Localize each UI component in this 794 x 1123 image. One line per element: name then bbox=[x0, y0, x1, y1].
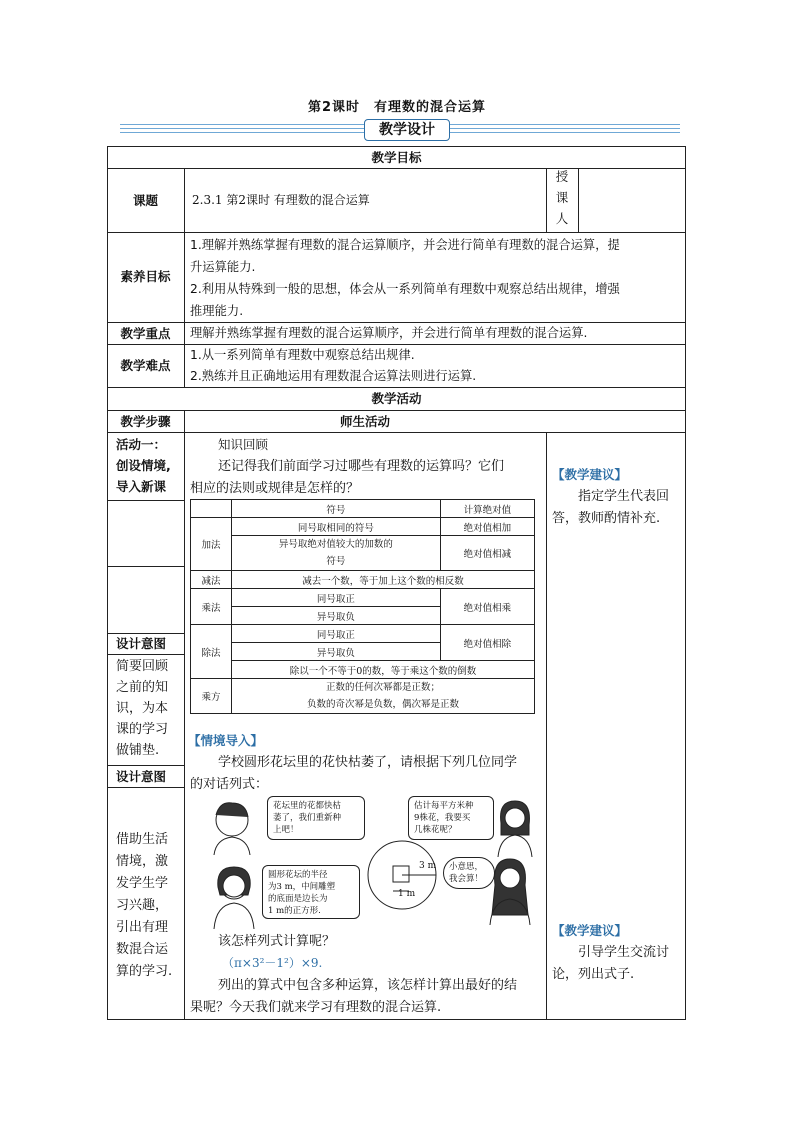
suggestion-text-1 bbox=[552, 486, 669, 530]
closing-line: 列出的算式中包含多种运算，该怎样计算出最好的结 bbox=[218, 978, 518, 993]
bubble-line: 1 m的正方形. bbox=[268, 906, 321, 916]
closing-text bbox=[190, 975, 517, 1019]
cell-line: 正数的任何次幂都是正数； bbox=[325, 682, 440, 693]
cell: 绝对值相减 bbox=[440, 536, 534, 571]
bubble-line: 的底面是边长为 bbox=[268, 894, 328, 904]
activity-header: 师生活动 bbox=[339, 414, 390, 429]
teacher-label: 人 bbox=[555, 211, 569, 226]
question-ask: 该怎样列式计算呢？ bbox=[218, 934, 336, 949]
bubble-line: 萎了，我们重新种 bbox=[273, 813, 342, 823]
suggestion-line: 指定学生代表回 bbox=[578, 489, 670, 504]
row-pow: 乘方 bbox=[191, 679, 232, 714]
situation-line: 学校圆形花坛里的花快枯萎了，请根据下列几位同学 bbox=[218, 755, 518, 770]
goals-label: 素养目标 bbox=[120, 269, 171, 284]
student-boy-icon bbox=[214, 803, 250, 855]
question-line: 还记得我们前面学习过哪些有理数的运算吗？它们 bbox=[218, 459, 505, 474]
activity-line: 导入新课 bbox=[116, 479, 167, 494]
cell-line: 符号 bbox=[326, 556, 346, 567]
cell: 除以一个不等于0的数，等于乘这个数的倒数 bbox=[232, 661, 535, 679]
situation-title: 【情境导入】 bbox=[188, 733, 264, 748]
intent-line: 算的学习. bbox=[116, 964, 173, 979]
suggestion-text-2 bbox=[552, 942, 669, 986]
teacher-label: 授 bbox=[555, 169, 569, 184]
bubble-line: 上吧！ bbox=[273, 825, 299, 835]
bubble-line: 圆形花坛的半径 bbox=[268, 870, 328, 880]
speech-bubble-4 bbox=[443, 857, 495, 889]
side-label: 1 m bbox=[398, 889, 416, 899]
student-girl3-icon bbox=[490, 859, 530, 925]
col-abs: 计算绝对值 bbox=[440, 500, 534, 518]
bubble-line: 9株花，我要买 bbox=[414, 813, 471, 823]
page-title: 第2课时 有理数的混合运算 bbox=[307, 100, 487, 115]
student-girl2-icon bbox=[214, 867, 254, 929]
review-question bbox=[190, 456, 504, 500]
bubble-line: 估计每平方米种 bbox=[414, 801, 474, 811]
difficulty-line: 2.熟练并且正确地运用有理数混合运算法则进行运算. bbox=[190, 369, 477, 383]
section-goals: 教学目标 bbox=[371, 150, 422, 165]
goal-line: 1.理解并熟练掌握有理数的混合运算顺序，并会进行简单有理数的混合运算，提 bbox=[190, 238, 620, 252]
cell: 同号取正 bbox=[232, 625, 441, 643]
bubble-line: 我会算！ bbox=[449, 874, 484, 884]
key-value: 理解并熟练掌握有理数的混合运算顺序，并会进行简单有理数的混合运算. bbox=[190, 326, 588, 340]
suggestion-line: 论，列出式子. bbox=[552, 967, 635, 982]
speech-bubble-2 bbox=[408, 796, 494, 840]
suggestion-line: 答，教师酌情补充. bbox=[552, 511, 661, 526]
row-sub: 减法 bbox=[191, 571, 232, 589]
speech-bubble-1 bbox=[267, 796, 365, 840]
cell: 同号取正 bbox=[232, 589, 441, 607]
cell: 异号取负 bbox=[232, 607, 441, 625]
intent-line: 习兴趣， bbox=[116, 898, 169, 913]
bubble-line: 小意思， bbox=[449, 862, 484, 872]
bubble-line: 为3 m，中间雕塑 bbox=[268, 882, 336, 892]
bubble-line: 几株花呢？ bbox=[414, 825, 457, 835]
activity-line: 活动一： bbox=[116, 437, 167, 452]
cell bbox=[232, 536, 441, 571]
intent-line: 简要回顾 bbox=[116, 659, 169, 674]
cell: 异号取负 bbox=[232, 643, 441, 661]
difficulty-text bbox=[190, 345, 476, 387]
topic-value: 2.3.1 第2课时 有理数的混合运算 bbox=[192, 193, 370, 207]
situation-line: 的对话列式： bbox=[190, 777, 269, 792]
question-line: 相应的法则或规律是怎样的？ bbox=[190, 481, 360, 496]
cell-line: 异号取绝对值较大的加数的 bbox=[278, 539, 393, 550]
cell: 绝对值相加 bbox=[440, 518, 534, 536]
goal-line: 2.利用从特殊到一般的思想，体会从一系列简单有理数中观察总结出规律，增强 bbox=[190, 282, 620, 296]
suggestion-line: 引导学生交流讨 bbox=[578, 945, 670, 960]
review-title: 知识回顾 bbox=[218, 437, 269, 452]
cell: 绝对值相乘 bbox=[440, 589, 534, 625]
cell: 减去一个数，等于加上这个数的相反数 bbox=[232, 571, 535, 589]
cell: 绝对值相除 bbox=[440, 625, 534, 661]
row-div: 除法 bbox=[191, 625, 232, 679]
student-girl-icon bbox=[498, 801, 532, 857]
banner-label: 教学设计 bbox=[364, 119, 450, 141]
design-intent-label: 设计意图 bbox=[116, 636, 167, 651]
row-add: 加法 bbox=[191, 518, 232, 571]
topic-label: 课题 bbox=[132, 193, 158, 208]
difficulty-line: 1.从一系列简单有理数中观察总结出规律. bbox=[190, 348, 415, 362]
section-activities: 教学活动 bbox=[371, 391, 422, 406]
rules-table bbox=[190, 499, 535, 714]
intent-line: 之前的知 bbox=[116, 680, 169, 695]
cell-line: 负数的奇次幂是负数，偶次幂是正数 bbox=[306, 699, 459, 710]
intent-line: 发学生学 bbox=[116, 876, 169, 891]
cell: 同号取相同的符号 bbox=[232, 518, 441, 536]
step-header: 教学步骤 bbox=[120, 414, 171, 429]
key-label: 教学重点 bbox=[120, 326, 171, 341]
situation-text bbox=[190, 752, 517, 796]
intent-line: 引出有理 bbox=[116, 920, 169, 935]
intent-line: 借助生活 bbox=[116, 832, 169, 847]
intent-line: 识，为本 bbox=[116, 701, 169, 716]
activity-line: 创设情境, bbox=[116, 458, 171, 473]
bubble-line: 花坛里的花都快枯 bbox=[273, 801, 342, 811]
col-sign: 符号 bbox=[232, 500, 441, 518]
goals-text bbox=[190, 234, 620, 322]
suggestion-title-2: 【教学建议】 bbox=[552, 923, 628, 938]
goal-line: 推理能力. bbox=[190, 304, 244, 318]
teacher-label: 课 bbox=[555, 190, 569, 205]
design-intent-text bbox=[116, 656, 168, 761]
intent-line: 做铺垫. bbox=[116, 743, 160, 758]
design-intent-text-2 bbox=[116, 829, 172, 983]
cell bbox=[232, 679, 535, 714]
formula: （π×3²－1²）×9. bbox=[222, 956, 323, 970]
intent-line: 情境，激 bbox=[116, 854, 169, 869]
intent-line: 课的学习 bbox=[116, 722, 169, 737]
difficulty-label: 教学难点 bbox=[120, 358, 171, 373]
goal-line: 升运算能力. bbox=[190, 260, 256, 274]
closing-line: 果呢？今天我们就来学习有理数的混合运算. bbox=[190, 1000, 442, 1015]
speech-bubble-3 bbox=[262, 865, 360, 919]
activity-one-label bbox=[116, 434, 171, 497]
intent-line: 数混合运 bbox=[116, 942, 169, 957]
banner bbox=[120, 119, 680, 137]
radius-label: 3 m bbox=[419, 861, 437, 871]
suggestion-title-1: 【教学建议】 bbox=[552, 467, 628, 482]
row-mul: 乘法 bbox=[191, 589, 232, 625]
design-intent-label-2: 设计意图 bbox=[116, 769, 167, 784]
